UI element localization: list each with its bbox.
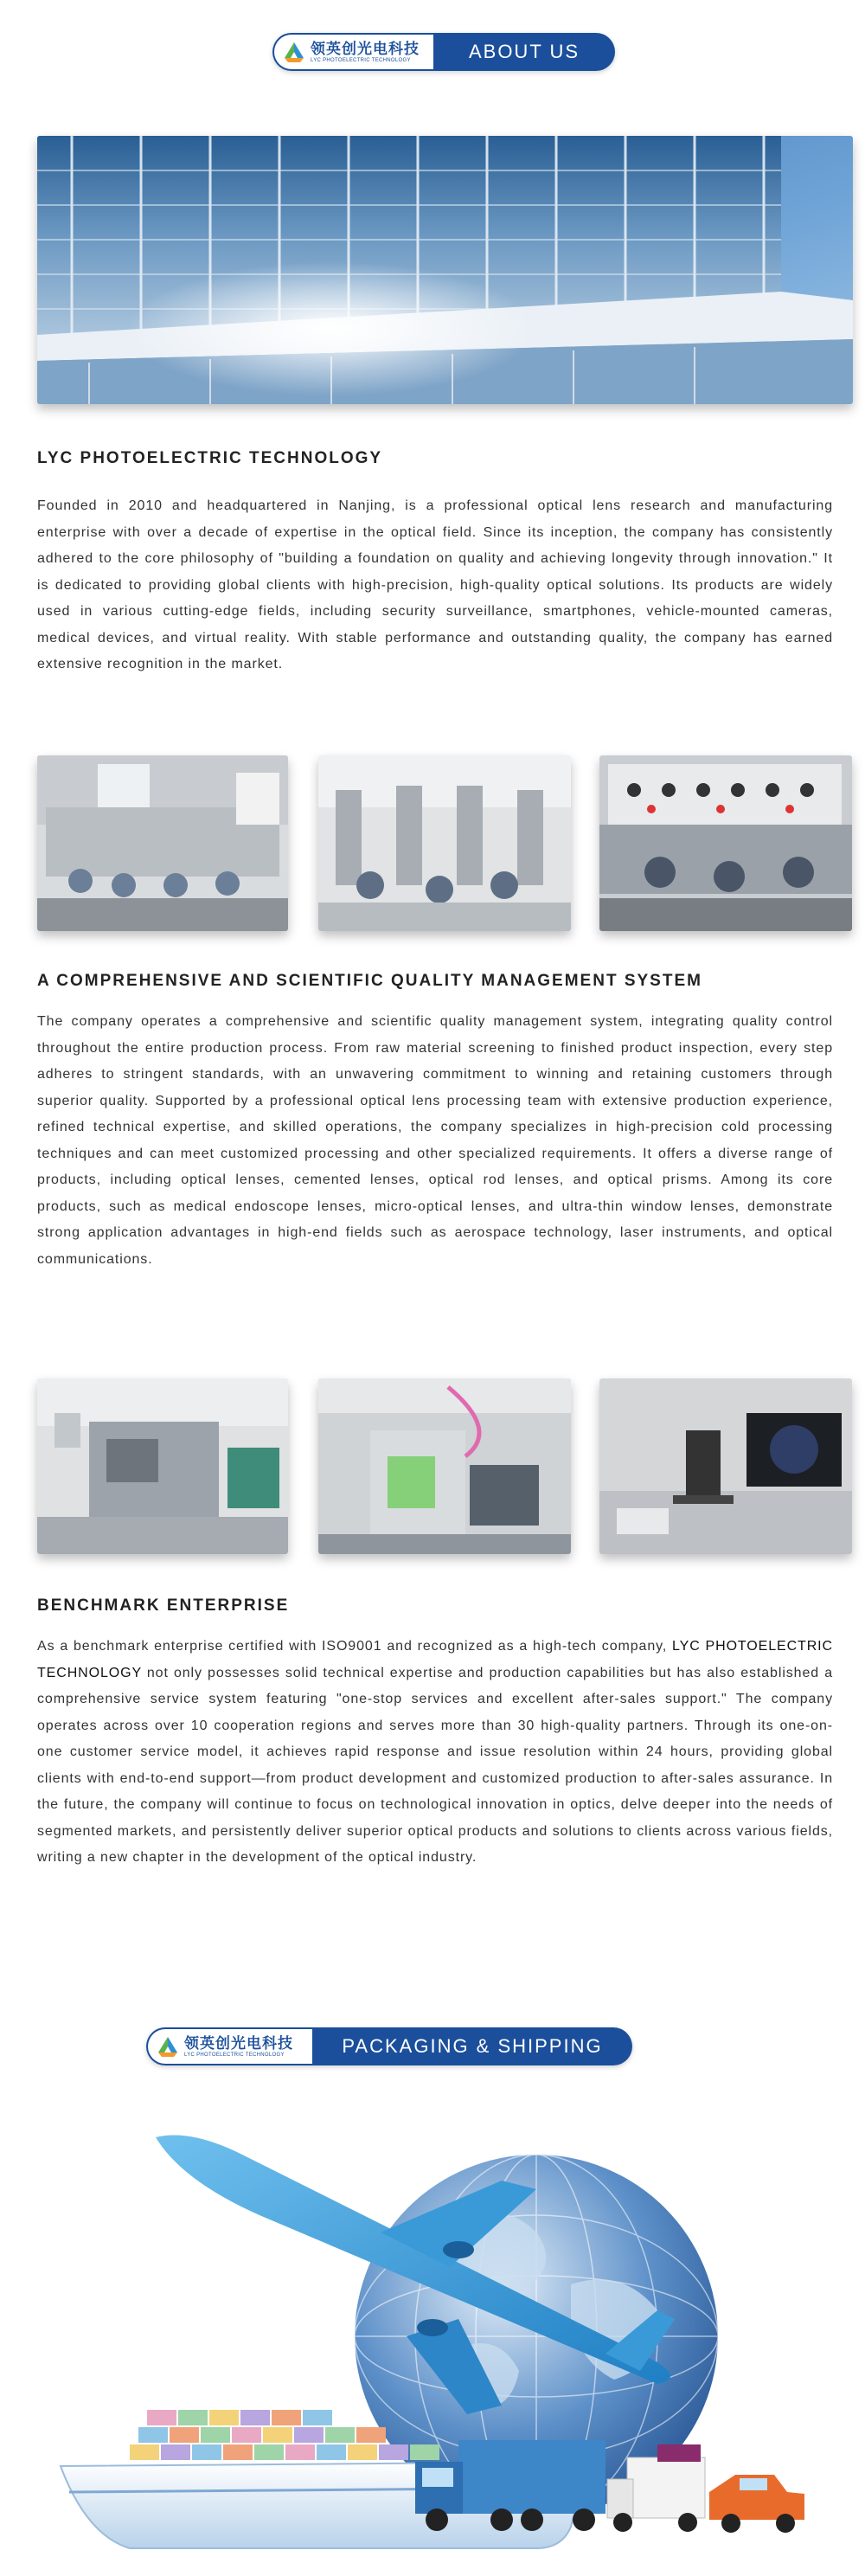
- brand-logo-en-2: LYC PHOTOELECTRIC TECHNOLOGY: [184, 2052, 285, 2058]
- benchmark-text-rest: not only possesses solid technical expertise and production capabilities but has also established a comprehensive service system featuring "one-stop services and excellent after-sales support." The company operates across over 10 cooperation regions and serves more than 30 high-quality partners. Through its one-on-one customer service model, it achieves rapid response and issue resolution within 24 hours, providing global clients with end-to-end support—from product development and customized production to after-sales assurance. In the future, the company will continue to focus on technological innovation in optics, delve deeper into the needs of segmented markets, and persistently deliver superior optical products and solutions to clients across various fields, writing a new chapter in the development of the optical industry.: [37, 1665, 833, 1865]
- brand-logo-en: LYC PHOTOELECTRIC TECHNOLOGY: [311, 57, 411, 63]
- about-us-header: [272, 33, 615, 71]
- logistics-illustration: [52, 2120, 813, 2566]
- factory-photo-4: [37, 1378, 288, 1554]
- benchmark-brand-name: LYC PHOTOELECTRIC TECHNOLOGY: [37, 1639, 833, 1680]
- brand-logo: [272, 33, 433, 71]
- brand-logo-2: [146, 2027, 312, 2065]
- quality-heading: A COMPREHENSIVE AND SCIENTIFIC QUALITY MANAGEMENT SYSTEM: [37, 972, 702, 990]
- benchmark-paragraph: [37, 1634, 833, 1872]
- pickup-truck-shape: [709, 2475, 804, 2533]
- about-us-badge: ABOUT US: [433, 33, 615, 71]
- company-heading: LYC PHOTOELECTRIC TECHNOLOGY: [37, 449, 383, 467]
- brand-logo-icon: [283, 41, 305, 63]
- brand-logo-cn-2: 领英创光电科技: [184, 2034, 293, 2052]
- factory-photo-6: [599, 1378, 852, 1554]
- brand-logo-icon: [157, 2035, 179, 2058]
- brand-logo-cn: 领英创光电科技: [311, 40, 420, 57]
- factory-photo-2: [318, 755, 571, 931]
- factory-photo-5: [318, 1378, 571, 1554]
- building-facade-photo: [37, 136, 853, 404]
- about-paragraph: Founded in 2010 and headquartered in Nanjing, is a professional optical lens research and manufacturing enterprise with over a decade of expertise in the optical field. Since its inception, the company has consistently adhered to the core philosophy of "building a foundation on quality and achieving longevity through innovation." It is dedicated to providing global clients with high-precision, high-quality optical solutions. Its products are widely used in various cutting-edge fields, including security surveillance, smartphones, vehicle-mounted cameras, medical devices, and virtual reality. With stable performance and outstanding quality, the company has earned extensive recognition in the market.: [37, 498, 833, 671]
- benchmark-text-start: As a benchmark enterprise certified with ISO9001 and recognized as a high-tech company,: [37, 1639, 673, 1654]
- packaging-shipping-header: [146, 2027, 632, 2065]
- factory-photo-3: [599, 755, 852, 931]
- benchmark-heading: BENCHMARK ENTERPRISE: [37, 1596, 290, 1615]
- quality-paragraph: The company operates a comprehensive and scientific quality management system, integrating quality control throughout the entire production process. From raw material screening to finished product inspection, every step adheres to stringent standards, with an unwavering commitment to winning and retaining customers through superior quality. Supported by a professional optical lens processing team with extensive production experience, refined technical expertise, and skilled operations, the company specializes in high-precision cold processing techniques and can meet customized processing and other specialized requirements. It offers a diverse range of products, including optical lenses, cemented lenses, optical rod lenses, and optical prisms. Among its core products, such as medical endoscope lenses, micro-optical lenses, and ultra-thin window lenses, demonstrate strong application advantages in high-end fields such as aerospace technology, laser instruments, and optical communications.: [37, 1014, 833, 1267]
- packaging-shipping-badge: PACKAGING & SHIPPING: [312, 2027, 632, 2065]
- factory-photo-1: [37, 755, 288, 931]
